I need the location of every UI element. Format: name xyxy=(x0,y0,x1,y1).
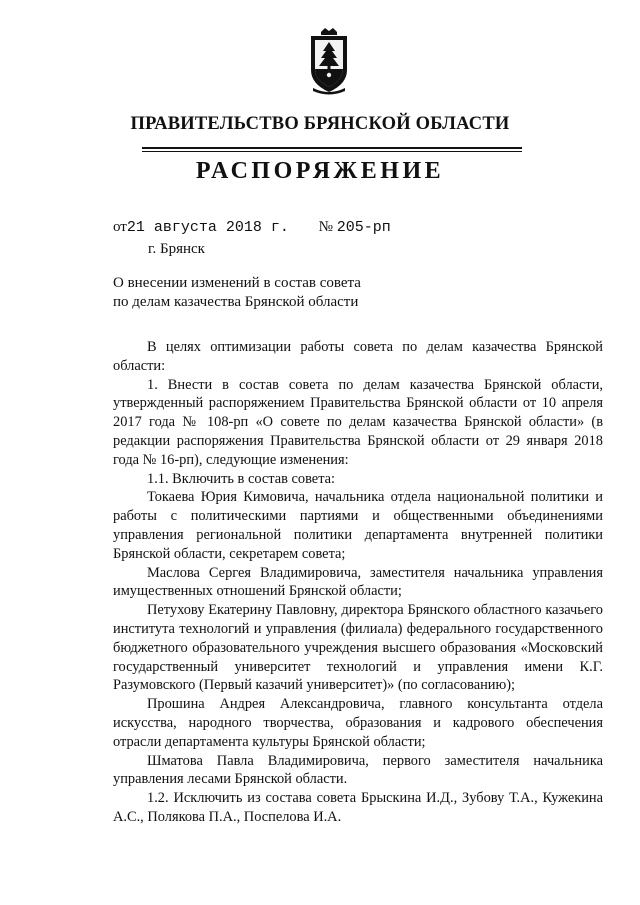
document-body xyxy=(113,338,603,827)
body-paragraph: В целях оптимизации работы совета по делам казачества Брянской области: xyxy=(113,339,603,374)
body-paragraph: Петухову Екатерину Павловну, директора Брянского областного казачьего института технологий и управления (филиала) федерального государственного бюджетного образовательного учреждения высшего образования «Московский государственный университет технологий и управления имени К.Г. Разумовского (Первый казачий университет)» (по согласованию); xyxy=(113,602,603,694)
body-paragraph: Токаева Юрия Кимовича, начальника отдела национальной политики и работы с политическими партиями и общественными объединениями управления региональной политики департамента внутренней политики Брянской области, секретарем совета; xyxy=(113,489,603,562)
body-paragraph: Маслова Сергея Владимировича, заместителя начальника управления имущественных отношений Брянской области; xyxy=(113,564,603,600)
document-subject xyxy=(113,274,361,311)
body-paragraph: 1.1. Включить в состав совета: xyxy=(147,470,336,487)
subject-line: по делам казачества Брянской области xyxy=(113,293,359,310)
document-type-title: РАСПОРЯЖЕНИЕ xyxy=(195,158,445,184)
government-title: ПРАВИТЕЛЬСТВО БРЯНСКОЙ ОБЛАСТИ xyxy=(130,114,510,134)
subject-line: О внесении изменений в состав совета xyxy=(113,275,361,291)
body-paragraph: Прошина Андрея Александровича, главного консультанта отдела искусства, народного творчества, образования и кадрового обеспечения отрасли департамента культуры Брянской области; xyxy=(113,696,603,750)
bryansk-coat-of-arms-icon xyxy=(299,26,359,96)
date-prefix: от xyxy=(113,219,127,235)
document-number: 205-рп xyxy=(336,219,391,236)
body-paragraph: Шматова Павла Владимировича, первого заместителя начальника управления лесами Брянской области. xyxy=(113,752,603,788)
header-divider-thin xyxy=(142,151,522,152)
body-paragraph: 1. Внести в состав совета по делам казачества Брянской области, утвержденный распоряжением Правительства Брянской области от 10 апреля 2017 года № 108-рп «О совете по делам казачества Брянской области» (в редакции распоряжения Правительства Брянской области от 29 января 2018 года № 16-рп), следующие изменения: xyxy=(113,376,603,468)
document-date: 21 августа 2018 г. xyxy=(126,219,289,236)
date-number-line xyxy=(113,219,391,236)
number-label: № xyxy=(318,219,333,235)
header-divider-thick xyxy=(142,147,522,149)
city: г. Брянск xyxy=(148,241,205,257)
body-paragraph: 1.2. Исключить из состава совета Брыскина И.Д., Зубову Т.А., Кужекина А.С., Полякова П.А., Поспелова И.А. xyxy=(113,790,603,825)
